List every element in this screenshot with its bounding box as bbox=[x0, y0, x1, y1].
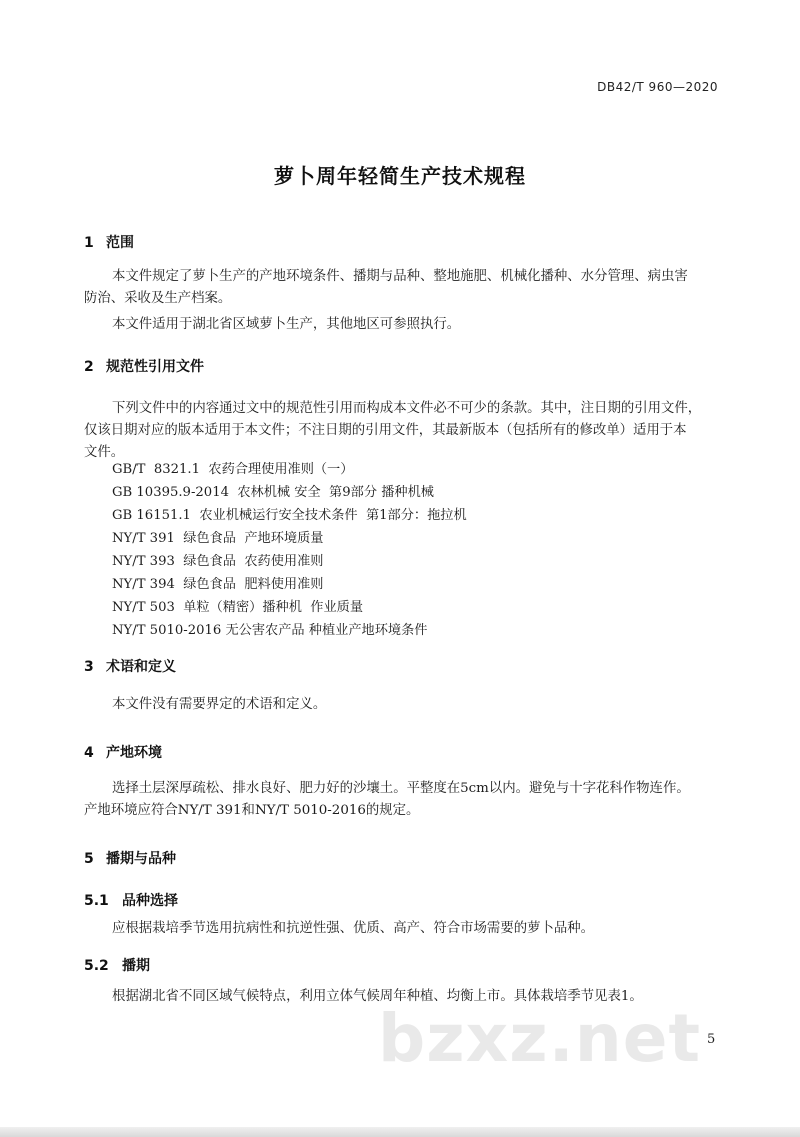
section-number: 2 bbox=[84, 359, 94, 375]
reference-item: GB 16151.1 农业机械运行安全技术条件 第1部分：拖拉机 bbox=[112, 508, 467, 523]
section-title: 产地环境 bbox=[106, 745, 162, 761]
text-line: 本文件没有需要界定的术语和定义。 bbox=[112, 697, 327, 712]
section-1-paragraph-2 bbox=[84, 314, 716, 336]
section-title: 规范性引用文件 bbox=[106, 359, 204, 375]
section-title: 术语和定义 bbox=[106, 659, 176, 675]
text-line: 防治、采收及生产档案。 bbox=[84, 291, 232, 306]
section-5-1-heading bbox=[84, 890, 178, 910]
section-title: 品种选择 bbox=[122, 893, 178, 909]
section-4-paragraph-1 bbox=[84, 778, 716, 822]
text-line: 仅该日期对应的版本适用于本文件；不注日期的引用文件，其最新版本（包括所有的修改单）适用于本 bbox=[84, 423, 687, 438]
reference-item: NY/T 503 单粒（精密）播种机 作业质量 bbox=[112, 600, 364, 615]
reference-item: NY/T 5010-2016 无公害农产品 种植业产地环境条件 bbox=[112, 623, 428, 638]
section-number: 1 bbox=[84, 235, 94, 251]
text-line: 本文件规定了萝卜生产的产地环境条件、播期与品种、整地施肥、机械化播种、水分管理、病虫害 bbox=[112, 269, 688, 284]
section-number: 3 bbox=[84, 659, 94, 675]
section-title: 播期 bbox=[122, 958, 150, 974]
reference-item: GB 10395.9-2014 农林机械 安全 第9部分 播种机械 bbox=[112, 485, 434, 500]
section-1-paragraph-1 bbox=[84, 266, 716, 310]
text-line: 产地环境应符合NY/T 391和NY/T 5010-2016的规定。 bbox=[84, 803, 420, 818]
reference-item: GB/T 8321.1 农药合理使用准则（一） bbox=[112, 462, 354, 477]
section-title: 播期与品种 bbox=[106, 851, 176, 867]
reference-item: NY/T 391 绿色食品 产地环境质量 bbox=[112, 531, 324, 546]
section-5-1-paragraph-1 bbox=[84, 918, 716, 940]
section-5-heading bbox=[84, 848, 176, 868]
reference-item: NY/T 394 绿色食品 肥料使用准则 bbox=[112, 577, 324, 592]
section-2-paragraph-1 bbox=[84, 398, 716, 464]
section-3-heading bbox=[84, 656, 176, 676]
section-3-paragraph-1 bbox=[84, 694, 716, 716]
standard-code: DB42/T 960—2020 bbox=[597, 80, 718, 94]
text-line: 根据湖北省不同区域气候特点，利用立体气候周年种植、均衡上市。具体栽培季节见表1。 bbox=[112, 989, 643, 1004]
section-number: 5 bbox=[84, 851, 94, 867]
section-2-heading bbox=[84, 356, 204, 376]
section-number: 5.1 bbox=[84, 893, 109, 909]
page-title: 萝卜周年轻简生产技术规程 bbox=[274, 164, 526, 188]
section-number: 4 bbox=[84, 745, 94, 761]
text-line: 应根据栽培季节选用抗病性和抗逆性强、优质、高产、符合市场需要的萝卜品种。 bbox=[112, 921, 595, 936]
page-number: 5 bbox=[707, 1032, 716, 1047]
section-4-heading bbox=[84, 742, 162, 762]
text-line: 文件。 bbox=[84, 445, 125, 460]
text-line: 下列文件中的内容通过文中的规范性引用而构成本文件必不可少的条款。其中，注日期的引用文件， bbox=[112, 401, 702, 416]
page-bottom-edge bbox=[0, 1127, 800, 1137]
watermark-logo: bzxz.net bbox=[378, 1000, 702, 1077]
section-title: 范围 bbox=[106, 235, 134, 251]
text-line: 本文件适用于湖北省区域萝卜生产，其他地区可参照执行。 bbox=[112, 317, 461, 332]
section-5-2-heading bbox=[84, 955, 150, 975]
text-line: 选择土层深厚疏松、排水良好、肥力好的沙壤土。平整度在5cm以内。避免与十字花科作物连作。 bbox=[112, 781, 690, 796]
reference-item: NY/T 393 绿色食品 农药使用准则 bbox=[112, 554, 324, 569]
section-1-heading bbox=[84, 232, 134, 252]
section-number: 5.2 bbox=[84, 958, 109, 974]
